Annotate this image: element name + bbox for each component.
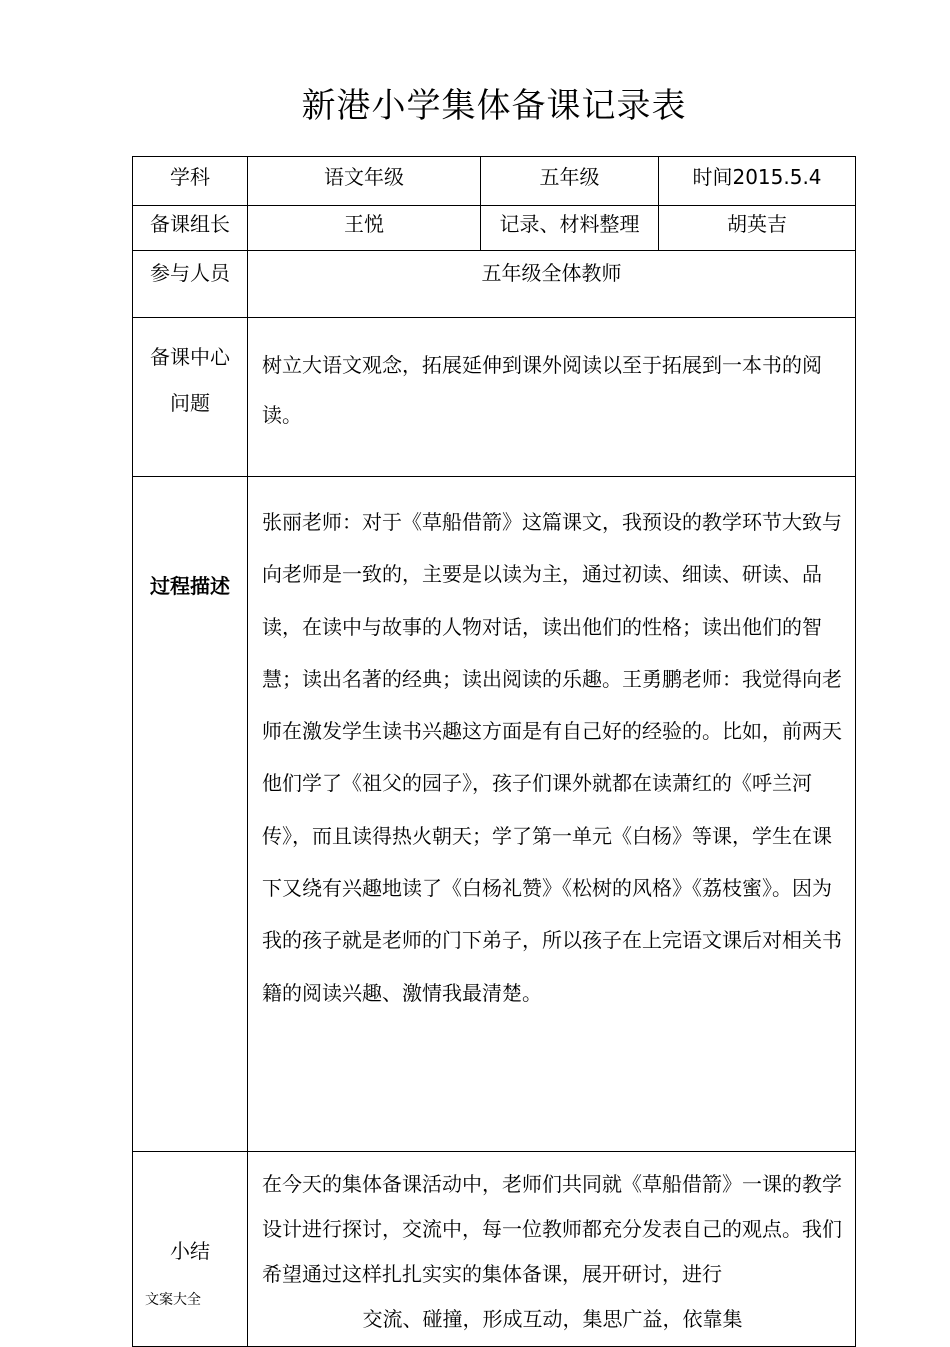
leader-label: 备课组长 — [150, 212, 230, 236]
subject-label: 学科 — [170, 165, 210, 189]
summary-text-last-line: 交流、碰撞，形成互动，集思广益，依靠集 — [362, 1307, 743, 1331]
recorder-label: 记录、材料整理 — [499, 212, 640, 236]
leader-label-cell — [133, 206, 248, 251]
leader-value-cell — [248, 206, 481, 251]
summary-cell — [248, 1152, 856, 1347]
subject-value: 语文年级 — [324, 165, 404, 189]
summary-text: 在今天的集体备课活动中，老师们共同就《草船借箭》一课的教学设计进行探讨，交流中，每一位教师都充分发表自己的观点。我们希望通过这样扎扎实实的集体备课，展开研讨，进行 — [262, 1172, 842, 1286]
center-issue-text: 树立大语文观念，拓展延伸到课外阅读以至于拓展到一本书的阅读。 — [262, 353, 822, 427]
participants-label: 参与人员 — [150, 261, 230, 285]
center-issue-label-line1: 备课中心 — [150, 345, 230, 369]
center-issue-cell — [248, 318, 856, 477]
participants-value-cell — [248, 251, 856, 318]
center-issue-label-line2: 问题 — [170, 391, 210, 415]
recorder-label-cell — [481, 206, 659, 251]
table-row — [133, 206, 856, 251]
participants-value: 五年级全体教师 — [481, 261, 622, 285]
summary-label-cell — [133, 1152, 248, 1347]
subject-value-cell — [248, 157, 481, 206]
time-value: 2015.5.4 — [732, 165, 822, 189]
page-title: 新港小学集体备课记录表 — [301, 86, 687, 126]
time-label: 时间 — [692, 165, 733, 189]
subject-label-cell — [133, 157, 248, 206]
summary-label: 小结 — [170, 1238, 210, 1263]
leader-value: 王悦 — [344, 212, 384, 236]
recorder-value: 胡英吉 — [727, 212, 787, 236]
center-issue-label-cell — [133, 318, 248, 477]
grade-value-cell — [481, 157, 659, 206]
recorder-value-cell — [659, 206, 856, 251]
process-label-cell — [133, 477, 248, 1152]
table-row — [133, 318, 856, 477]
process-text: 张丽老师：对于《草船借箭》这篇课文，我预设的教学环节大致与向老师是一致的，主要是以读为主，通过初读、细读、研读、品读，在读中与故事的人物对话，读出他们的性格；读出他们的智慧；读出名著的经典；读出阅读的乐趣。王勇鹏老师：我觉得向老师在激发学生读书兴趣这方面是有自己好的经验的。比如，前两天他们学了《祖父的园子》，孩子们课外就都在读萧红的《呼兰河传》，而且读得热火朝天；学了第一单元《白杨》等课，学生在课下又绕有兴趣地读了《白杨礼赞》《松树的风格》《荔枝蜜》。因为我的孩子就是老师的门下弟子，所以孩子在上完语文课后对相关书籍的阅读兴趣、激情我最清楚。 — [262, 510, 842, 1005]
table-row — [133, 157, 856, 206]
time-cell — [659, 157, 856, 206]
process-label: 过程描述 — [150, 574, 230, 598]
table-row — [133, 1152, 856, 1347]
footer-text: 文案大全 — [145, 1292, 201, 1308]
time-field — [659, 157, 855, 190]
table-row — [133, 477, 856, 1152]
grade-value: 五年级 — [539, 165, 600, 189]
table-row — [133, 251, 856, 318]
process-cell — [248, 477, 856, 1152]
lesson-record-table — [132, 156, 856, 1347]
participants-label-cell — [133, 251, 248, 318]
